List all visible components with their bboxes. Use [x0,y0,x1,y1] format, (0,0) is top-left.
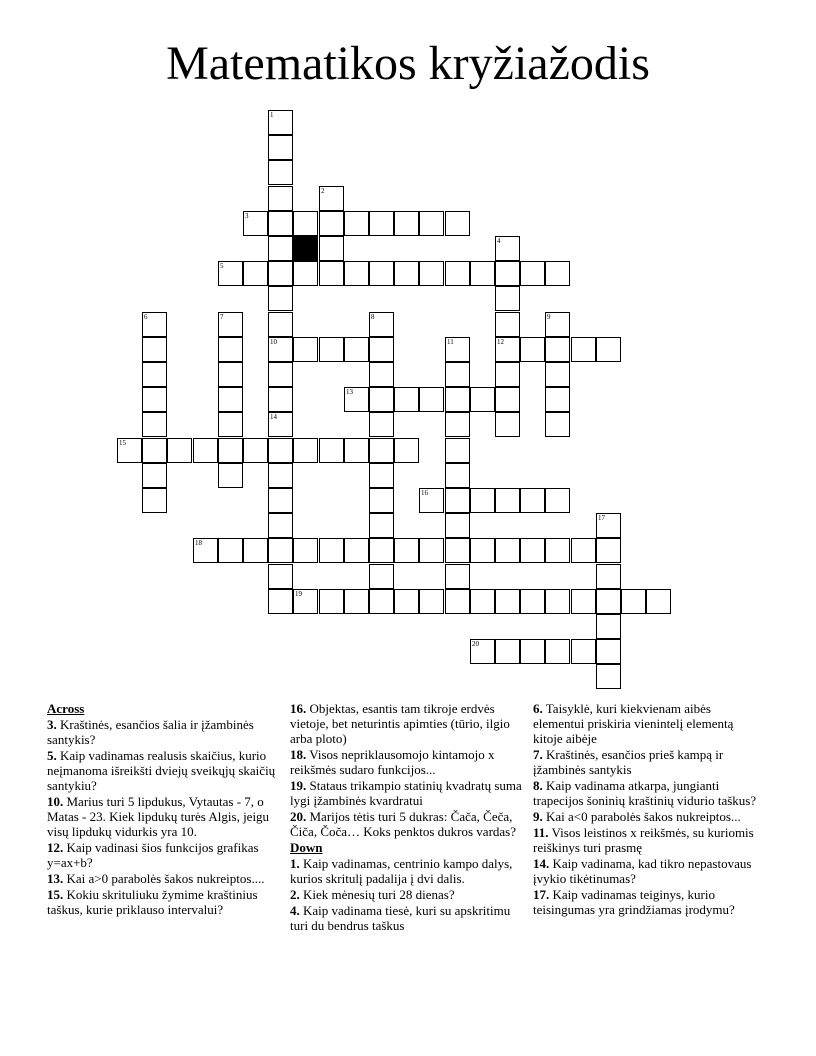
grid-cell[interactable] [142,463,167,488]
grid-cell[interactable] [571,639,596,664]
grid-cell[interactable] [218,261,243,286]
grid-cell[interactable] [142,438,167,463]
grid-cell[interactable] [596,639,621,664]
cell-number: 6 [144,313,148,321]
grid-cell[interactable] [419,488,444,513]
grid-cell[interactable] [545,639,570,664]
grid-cell[interactable] [445,438,470,463]
grid-cell[interactable] [319,186,344,211]
cell-number: 20 [472,640,479,648]
down-clue [290,856,522,886]
grid-cell[interactable] [545,589,570,614]
grid-cell[interactable] [319,538,344,563]
clue-number: 12. [47,840,64,855]
grid-cell[interactable] [470,387,495,412]
grid-cell[interactable] [545,312,570,337]
cell-number: 18 [195,539,202,547]
grid-cell[interactable] [243,538,268,563]
grid-cell[interactable] [470,538,495,563]
grid-cell[interactable] [445,589,470,614]
grid-cell[interactable] [218,362,243,387]
grid-cell[interactable] [268,463,293,488]
grid-cell[interactable] [369,488,394,513]
across-clue [47,871,279,886]
grid-cell[interactable] [369,337,394,362]
across-clue [47,887,279,917]
grid-cell[interactable] [293,538,318,563]
grid-cell[interactable] [268,186,293,211]
clue-text: Kai a<0 parabolės šakos nukreiptos... [542,809,741,824]
clue-number: 9. [533,809,543,824]
across-heading: Across [47,701,85,716]
clue-number: 3. [47,717,57,732]
grid-cell[interactable] [268,564,293,589]
grid-cell[interactable] [117,438,142,463]
grid-cell[interactable] [495,538,520,563]
clue-text: Kaip vadinasi šios funkcijos grafikas y=ax+b? [47,840,259,870]
grid-cell[interactable] [167,438,192,463]
grid-cell[interactable] [520,538,545,563]
grid-cell[interactable] [369,412,394,437]
grid-cell[interactable] [319,261,344,286]
grid-cell[interactable] [268,488,293,513]
clue-number: 8. [533,778,543,793]
clue-text: Objektas, esantis tam tikroje erdvės vietoje, bet neturintis apimties (tūrio, ilgio arba ploto) [290,701,510,746]
clue-text: Marijos tėtis turi 5 dukras: Čača, Čeča, Čiča, Čoča… Koks penktos dukros vardas? [290,809,517,839]
grid-cell[interactable] [142,387,167,412]
clue-text: Visos nepriklausomojo kintamojo x reikšmės sudaro funkcijos... [290,747,495,777]
grid-cell[interactable] [344,387,369,412]
clue-text: Kai a>0 parabolės šakos nukreiptos.... [63,871,265,886]
down-clue [533,887,765,917]
across-clue [47,840,279,870]
clue-text: Taisyklė, kuri kiekvienam aibės elementui priskiria vienintelį elementą kitoje aibėje [533,701,734,746]
grid-cell[interactable] [394,261,419,286]
grid-cell[interactable] [646,589,671,614]
grid-cell[interactable] [243,211,268,236]
grid-cell[interactable] [470,639,495,664]
clue-number: 18. [290,747,307,762]
clue-text: Kaip vadinamas teiginys, kurio teisingumas yra grindžiamas įrodymu? [533,887,735,917]
grid-cell[interactable] [344,589,369,614]
grid-cell[interactable] [419,211,444,236]
grid-cell[interactable] [344,261,369,286]
grid-cell[interactable] [520,589,545,614]
grid-cell[interactable] [268,538,293,563]
grid-cell[interactable] [445,211,470,236]
grid-cell[interactable] [193,538,218,563]
grid-cell[interactable] [545,337,570,362]
grid-cell[interactable] [319,337,344,362]
clues-column-2 [290,701,522,934]
grid-cell[interactable] [268,312,293,337]
clue-number: 5. [47,748,57,763]
grid-cell[interactable] [495,589,520,614]
grid-cell[interactable] [218,312,243,337]
grid-cell[interactable] [268,513,293,538]
grid-cell[interactable] [495,362,520,387]
grid-cell[interactable] [344,211,369,236]
across-clue-list [47,717,279,917]
grid-cell[interactable] [394,589,419,614]
grid-cell[interactable] [268,362,293,387]
cell-number: 14 [270,413,277,421]
grid-cell[interactable] [369,362,394,387]
grid-cell[interactable] [369,538,394,563]
clues-column-1 [47,701,279,918]
grid-cell[interactable] [445,538,470,563]
clue-text: Kokiu skrituliuku žymime kraštinius taškus, kurie priklauso intervalui? [47,887,258,917]
grid-cell[interactable] [344,337,369,362]
clue-number: 20. [290,809,307,824]
grid-cell[interactable] [293,211,318,236]
grid-cell[interactable] [520,261,545,286]
across-clue [290,701,522,746]
grid-cell[interactable] [545,387,570,412]
grid-cell[interactable] [243,261,268,286]
grid-cell[interactable] [571,538,596,563]
grid-cell[interactable] [142,362,167,387]
clue-number: 1. [290,856,300,871]
grid-cell[interactable] [268,286,293,311]
clue-text: Kraštinės, esančios prieš kampą ir įžambinės santykis [533,747,724,777]
clue-text: Kaip vadinama, kad tikro nepastovaus įvykio tikėtinumas? [533,856,752,886]
grid-cell[interactable] [545,488,570,513]
grid-cell[interactable] [369,387,394,412]
across-clue [290,809,522,839]
down-clue [533,856,765,886]
clue-text: Kaip vadinama tiesė, kuri su apskritimu turi du bendrus taškus [290,903,511,933]
clue-number: 11. [533,825,549,840]
grid-cell[interactable] [142,412,167,437]
grid-cell[interactable] [394,387,419,412]
down-clue [533,778,765,808]
grid-cell[interactable] [495,412,520,437]
grid-cell[interactable] [293,589,318,614]
grid-cell[interactable] [142,488,167,513]
cell-number: 16 [421,489,428,497]
cell-number: 10 [270,338,277,346]
clue-number: 2. [290,887,300,902]
grid-cell[interactable] [470,488,495,513]
grid-cell[interactable] [193,438,218,463]
cell-number: 4 [497,237,501,245]
grid-cell[interactable] [268,160,293,185]
clue-number: 6. [533,701,543,716]
down-heading: Down [290,840,323,855]
across-clue [47,794,279,839]
clue-text: Kaip vadinamas realusis skaičius, kurio neįmanoma išreikšti dviejų sveikųjų skaičių santykiu? [47,748,276,793]
grid-cell[interactable] [495,488,520,513]
grid-cell[interactable] [596,538,621,563]
down-clue [290,887,522,902]
grid-cell[interactable] [445,337,470,362]
grid-cell[interactable] [495,312,520,337]
clue-text: Visos leistinos x reikšmės, su kuriomis reiškinys turi prasmę [533,825,754,855]
grid-cell[interactable] [268,261,293,286]
grid-cell[interactable] [495,337,520,362]
grid-cell[interactable] [596,614,621,639]
grid-cell[interactable] [445,362,470,387]
clue-number: 17. [533,887,550,902]
cell-number: 1 [270,111,274,119]
cell-number: 9 [547,313,551,321]
grid-cell[interactable] [218,438,243,463]
grid-cell[interactable] [268,337,293,362]
cell-number: 13 [346,388,353,396]
grid-cell[interactable] [495,286,520,311]
grid-cell[interactable] [419,261,444,286]
grid-cell[interactable] [218,538,243,563]
grid-cell[interactable] [571,589,596,614]
grid-cell[interactable] [545,412,570,437]
grid-cell[interactable] [445,564,470,589]
grid-cell[interactable] [218,463,243,488]
grid-cell[interactable] [369,564,394,589]
grid-cell[interactable] [596,564,621,589]
grid-cell[interactable] [268,589,293,614]
grid-cell[interactable] [495,236,520,261]
clue-text: Kraštinės, esančios šalia ir įžambinės santykis? [47,717,254,747]
grid-cell[interactable] [596,664,621,689]
grid-cell[interactable] [495,639,520,664]
grid-cell[interactable] [419,387,444,412]
across-clue-list-continued [290,701,522,839]
grid-cell[interactable] [293,337,318,362]
clue-number: 10. [47,794,64,809]
grid-cell[interactable] [293,438,318,463]
blocked-cell [293,236,318,261]
grid-cell[interactable] [218,387,243,412]
clue-number: 15. [47,887,64,902]
grid-cell[interactable] [268,211,293,236]
clue-number: 13. [47,871,64,886]
grid-cell[interactable] [319,438,344,463]
clue-number: 7. [533,747,543,762]
grid-cell[interactable] [545,538,570,563]
grid-cell[interactable] [520,488,545,513]
grid-cell[interactable] [268,110,293,135]
grid-cell[interactable] [369,211,394,236]
grid-cell[interactable] [445,488,470,513]
grid-cell[interactable] [470,589,495,614]
grid-cell[interactable] [344,438,369,463]
clue-text: Kaip vadinama atkarpa, jungianti trapecijos šoninių kraštinių vidurio taškus? [533,778,757,808]
across-clue [290,747,522,777]
grid-cell[interactable] [369,513,394,538]
grid-cell[interactable] [621,589,646,614]
grid-cell[interactable] [394,538,419,563]
down-clue [290,903,522,933]
grid-cell[interactable] [545,362,570,387]
grid-cell[interactable] [419,589,444,614]
clue-text: Kaip vadinamas, centrinio kampo dalys, kurios skritulį padalija į dvi dalis. [290,856,513,886]
grid-cell[interactable] [596,337,621,362]
down-clue-list [290,856,522,933]
grid-cell[interactable] [293,261,318,286]
down-clue [533,825,765,855]
across-clue [47,748,279,793]
grid-cell[interactable] [268,412,293,437]
cell-number: 11 [447,338,454,346]
grid-cell[interactable] [445,513,470,538]
grid-cell[interactable] [142,312,167,337]
down-clue [533,701,765,746]
clue-text: Stataus trikampio statinių kvadratų suma lygi įžambinės kvardratui [290,778,522,808]
grid-cell[interactable] [596,513,621,538]
grid-cell[interactable] [445,412,470,437]
grid-cell[interactable] [545,261,570,286]
cell-number: 2 [321,187,325,195]
grid-cell[interactable] [319,589,344,614]
grid-cell[interactable] [394,438,419,463]
grid-cell[interactable] [571,337,596,362]
grid-cell[interactable] [445,261,470,286]
grid-cell[interactable] [445,463,470,488]
cell-number: 7 [220,313,224,321]
grid-cell[interactable] [369,312,394,337]
grid-cell[interactable] [394,211,419,236]
grid-cell[interactable] [344,538,369,563]
grid-cell[interactable] [419,538,444,563]
down-clue-list-continued [533,701,765,917]
cell-number: 12 [497,338,504,346]
grid-cell[interactable] [495,261,520,286]
down-clue [533,809,765,824]
grid-cell[interactable] [142,337,167,362]
clue-number: 4. [290,903,300,918]
clues-column-3 [533,701,765,918]
grid-cell[interactable] [218,337,243,362]
grid-cell[interactable] [319,211,344,236]
cell-number: 17 [598,514,605,522]
down-clue [533,747,765,777]
grid-cell[interactable] [218,412,243,437]
grid-cell[interactable] [369,438,394,463]
clue-number: 14. [533,856,550,871]
grid-cell[interactable] [369,463,394,488]
across-clue [290,778,522,808]
grid-cell[interactable] [520,337,545,362]
cell-number: 3 [245,212,249,220]
grid-cell[interactable] [243,438,268,463]
grid-cell[interactable] [268,438,293,463]
grid-cell[interactable] [596,589,621,614]
clue-number: 16. [290,701,307,716]
grid-cell[interactable] [369,261,394,286]
cell-number: 15 [119,439,126,447]
cell-number: 19 [295,590,302,598]
cell-number: 5 [220,262,224,270]
grid-cell[interactable] [319,236,344,261]
grid-cell[interactable] [268,135,293,160]
grid-cell[interactable] [470,261,495,286]
clue-text: Marius turi 5 lipdukus, Vytautas - 7, o Matas - 23. Kiek lipdukų turės Algis, jeigu visų lipdukų vidurkis yra 10. [47,794,270,839]
clue-number: 19. [290,778,307,793]
grid-cell[interactable] [268,236,293,261]
grid-cell[interactable] [495,387,520,412]
grid-cell[interactable] [369,589,394,614]
grid-cell[interactable] [268,387,293,412]
cell-number: 8 [371,313,375,321]
grid-cell[interactable] [520,639,545,664]
grid-cell[interactable] [445,387,470,412]
clue-text: Kiek mėnesių turi 28 dienas? [299,887,455,902]
page-title: Matematikos kryžiažodis [166,37,650,90]
across-clue [47,717,279,747]
